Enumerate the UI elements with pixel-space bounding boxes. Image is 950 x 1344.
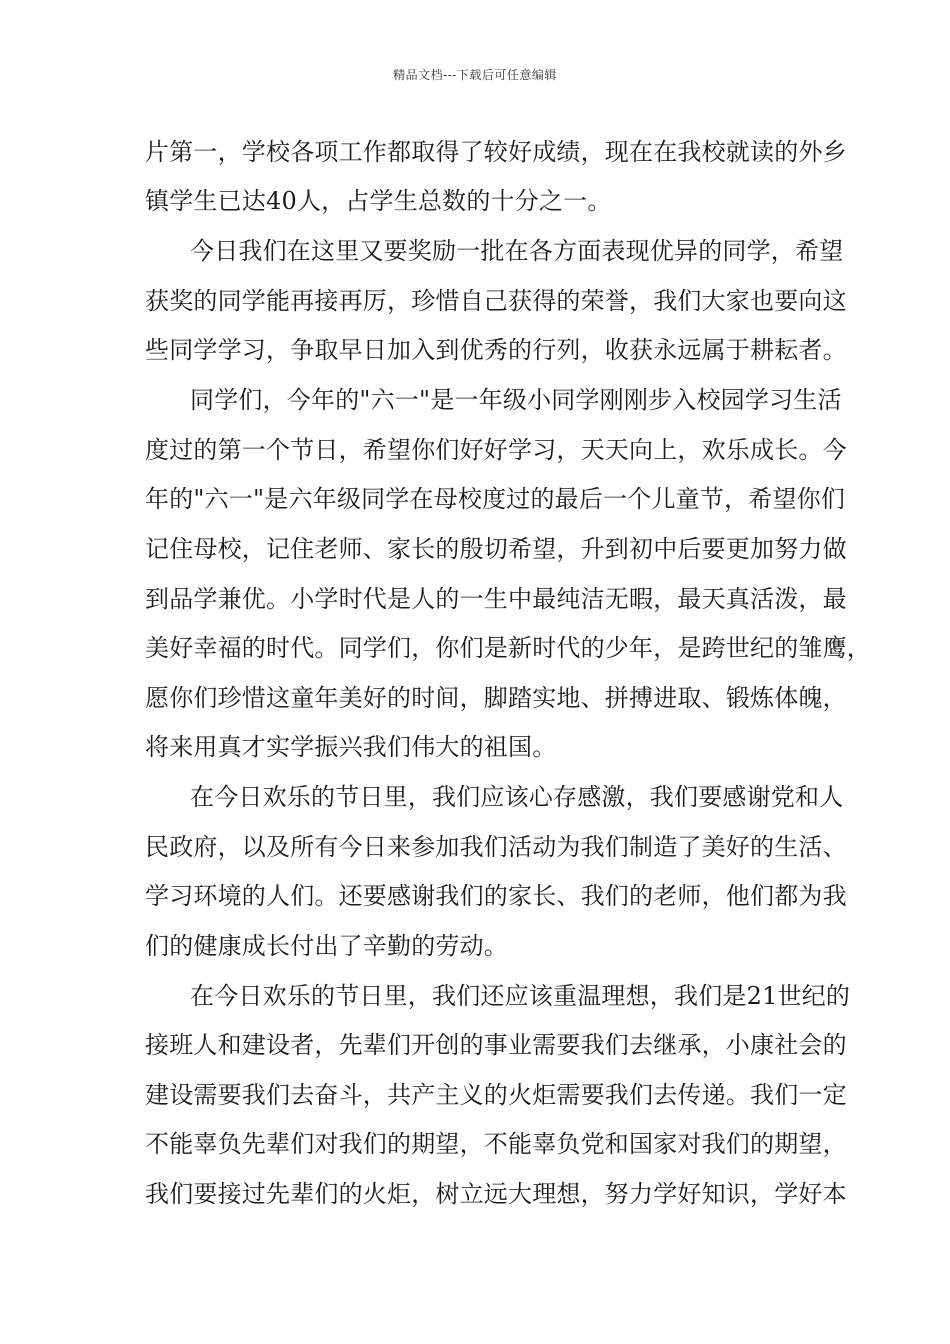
paragraph-4-line-4: 们的健康成长付出了辛勤的劳动。 (145, 932, 508, 960)
paragraph-3-line-7: 愿你们珍惜这童年美好的时间，脚踏实地、拼搏进取、锻炼体魄， (145, 684, 847, 712)
paragraph-3-line-5: 到品学兼优。小学时代是人的一生中最纯洁无暇，最天真活泼，最 (145, 585, 847, 613)
paragraph-3-line-2: 度过的第一个节日，希望你们好好学习，天天向上，欢乐成长。今 (145, 436, 847, 464)
paragraph-2-line-1: 今日我们在这里又要奖励一批在各方面表现优异的同学，希望 (190, 237, 844, 265)
paragraph-5-line-3: 建设需要我们去奋斗，共产主义的火炬需要我们去传递。我们一定 (145, 1081, 847, 1109)
paragraph-3-line-4: 记住母校，记住老师、家长的殷切希望，升到初中后要更加努力做 (145, 535, 847, 563)
paragraph-1-line-1: 片第一，学校各项工作都取得了较好成绩，现在在我校就读的外乡 (145, 138, 847, 166)
paragraph-2-line-3: 些同学学习，争取早日加入到优秀的行列，收获永远属于耕耘者。 (145, 336, 847, 364)
paragraph-5-line-4: 不能辜负先辈们对我们的期望，不能辜负党和国家对我们的期望， (145, 1130, 847, 1158)
paragraph-3-line-3: 年的"六一"是六年级同学在母校度过的最后一个儿童节，希望你们 (145, 485, 846, 513)
paragraph-4-line-2: 民政府，以及所有今日来参加我们活动为我们制造了美好的生活、 (145, 833, 847, 861)
paragraph-5-line-2: 接班人和建设者，先辈们开创的事业需要我们去继承，小康社会的 (145, 1031, 847, 1059)
paragraph-3-line-1: 同学们，今年的"六一"是一年级小同学刚刚步入校园学习生活 (190, 386, 842, 414)
paragraph-3-line-6: 美好幸福的时代。同学们，你们是新时代的少年，是跨世纪的雏鹰， (145, 634, 871, 662)
paragraph-5-line-1: 在今日欢乐的节日里，我们还应该重温理想，我们是21世纪的 (190, 982, 851, 1010)
paragraph-2-line-2: 获奖的同学能再接再厉，珍惜自己获得的荣誉，我们大家也要向这 (145, 287, 847, 315)
paragraph-5-line-5: 我们要接过先辈们的火炬，树立远大理想，努力学好知识，学好本 (145, 1180, 847, 1208)
paragraph-4-line-3: 学习环境的人们。还要感谢我们的家长、我们的老师，他们都为我 (145, 882, 847, 910)
paragraph-3-line-8: 将来用真才实学振兴我们伟大的祖国。 (145, 733, 557, 761)
paragraph-1-line-2: 镇学生已达40人，占学生总数的十分之一。 (145, 187, 612, 215)
paragraph-4-line-1: 在今日欢乐的节日里，我们应该心存感激，我们要感谢党和人 (190, 783, 844, 811)
page-header: 精品文档---下载后可任意编辑 (393, 68, 557, 82)
